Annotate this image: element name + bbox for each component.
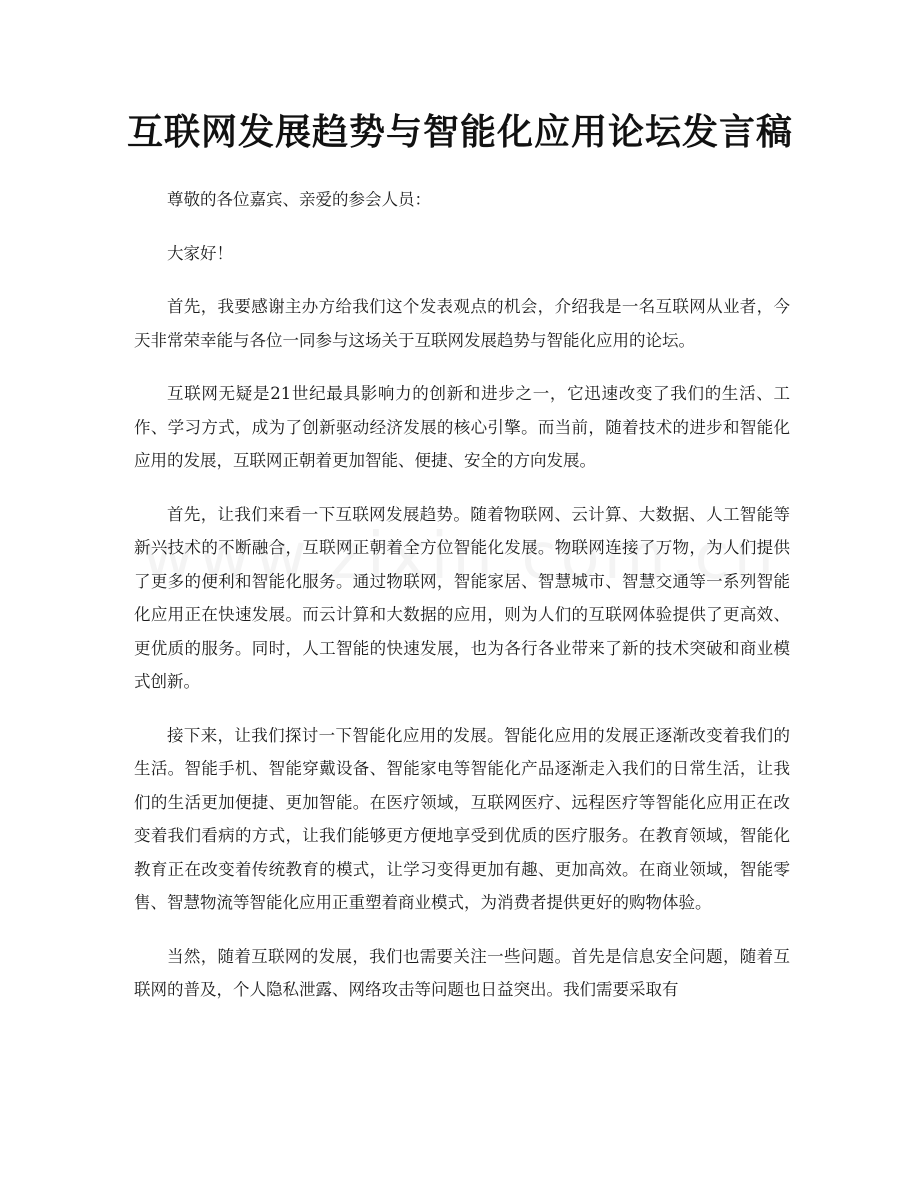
document-body xyxy=(134,183,790,1027)
document-title: 互联网发展趋势与智能化应用论坛发言稿 xyxy=(126,112,793,153)
paragraph-trends: 首先，让我们来看一下互联网发展趋势。随着物联网、云计算、大数据、人工智能等新兴技术的不断融合，互联网正朝着全方位智能化发展。物联网连接了万物，为人们提供了更多的便利和智能化服务。通过物联网，智能家居、智慧城市、智慧交通等一系列智能化应用正在快速发展。而云计算和大数据的应用，则为人们的互联网体验提供了更高效、更优质的服务。同时，人工智能的快速发展，也为各行各业带来了新的技术突破和商业模式创新。 xyxy=(134,504,790,691)
paragraph-applications: 接下来，让我们探讨一下智能化应用的发展。智能化应用的发展正逐渐改变着我们的生活。智能手机、智能穿戴设备、智能家电等智能化产品逐渐走入我们的日常生活，让我们的生活更加便捷、更加智能。在医疗领域，互联网医疗、远程医疗等智能化应用正在改变着我们看病的方式，让我们能够更方便地享受到优质的医疗服务。在教育领域，智能化教育正在改变着传统教育的模式，让学习变得更加有趣、更加高效。在商业领域，智能零售、智慧物流等智能化应用正重塑着商业模式，为消费者提供更好的购物体验。 xyxy=(134,725,790,912)
greeting: 大家好！ xyxy=(167,243,233,263)
salutation: 尊敬的各位嘉宾、亲爱的参会人员： xyxy=(167,190,431,209)
paragraph-background: 互联网无疑是21世纪最具影响力的创新和进步之一，它迅速改变了我们的生活、工作、学习方式，成为了创新驱动经济发展的核心引擎。而当前，随着技术的进步和智能化应用的发展，互联网正朝着更加智能、便捷、安全的方向发展。 xyxy=(134,384,790,470)
paragraph-issues: 当然，随着互联网的发展，我们也需要关注一些问题。首先是信息安全问题，随着互联网的普及，个人隐私泄露、网络攻击等问题也日益突出。我们需要采取有 xyxy=(134,946,790,999)
paragraph-intro: 首先，我要感谢主办方给我们这个发表观点的机会，介绍我是一名互联网从业者，今天非常荣幸能与各位一同参与这场关于互联网发展趋势与智能化应用的论坛。 xyxy=(134,297,790,350)
